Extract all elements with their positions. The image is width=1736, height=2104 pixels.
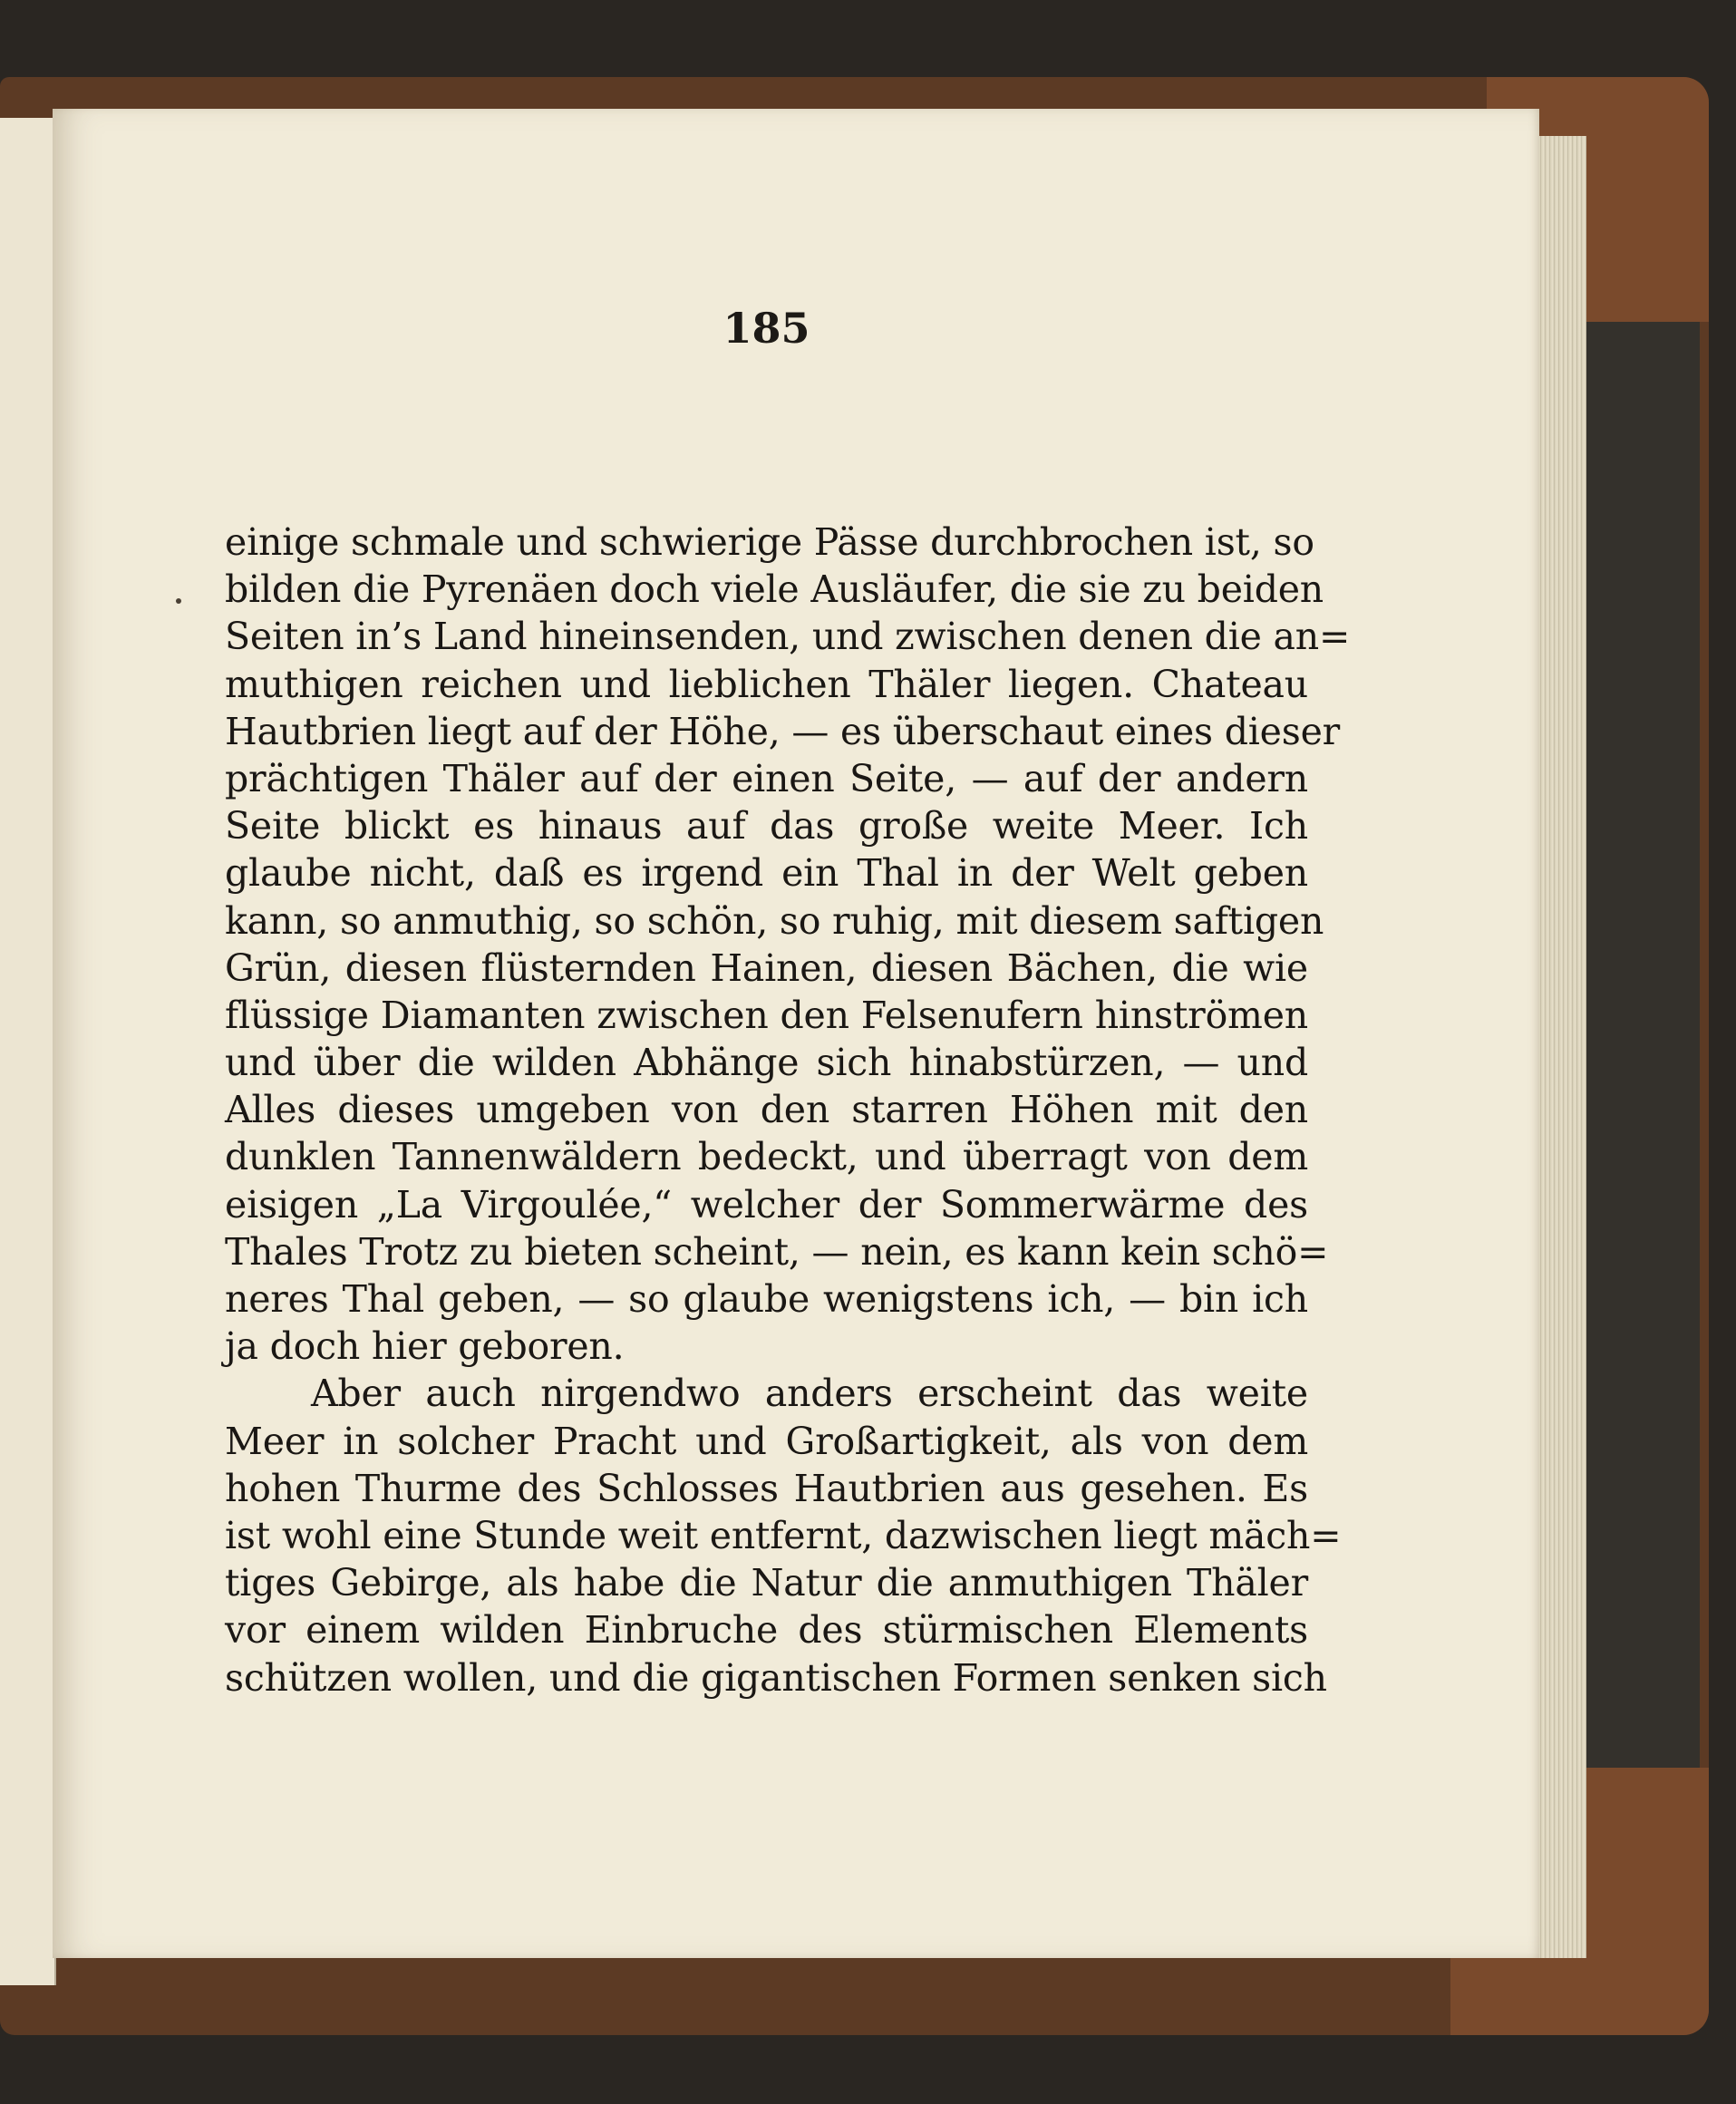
text-line: hohen Thurme des Schlosses Hautbrien aus gesehen. Es	[225, 1466, 1308, 1510]
text-line: neres Thal geben, — so glaube wenigstens ich, — bin ich	[225, 1277, 1308, 1321]
text-line: Hautbrien liegt auf der Höhe, — es überschaut eines dieser	[225, 709, 1341, 753]
text-line: muthigen reichen und lieblichen Thäler liegen. Chateau	[225, 662, 1308, 706]
ink-speck	[176, 598, 181, 604]
page-edges	[1532, 136, 1586, 1958]
text-line: prächtigen Thäler auf der einen Seite, — auf der andern	[225, 756, 1308, 800]
text-line: bilden die Pyrenäen doch viele Ausläufer, die sie zu beiden	[225, 567, 1324, 612]
text-line: und über die wilden Abhänge sich hinabstürzen, — und	[225, 1041, 1308, 1085]
text-line: Seite blickt es hinaus auf das große weite Meer. Ich	[225, 804, 1308, 848]
text-line: Grün, diesen flüsternden Hainen, diesen Bächen, die wie	[225, 945, 1308, 990]
text-line: Meer in solcher Pracht und Großartigkeit, als von dem	[225, 1419, 1308, 1463]
text-line: tiges Gebirge, als habe die Natur die anmuthigen Thäler	[225, 1561, 1308, 1605]
text-line: Thales Trotz zu bieten scheint, — nein, es kann kein schö=	[225, 1229, 1329, 1274]
text-line: eisigen „La Virgoulée,“ welcher der Sommerwärme des	[225, 1182, 1308, 1227]
page-number: 185	[723, 304, 810, 353]
text-line: dunklen Tannenwäldern bedeckt, und überragt von dem	[225, 1135, 1308, 1179]
text-line: ja doch hier geboren.	[225, 1324, 625, 1369]
text-line: Alles dieses umgeben von den starren Höhen mit den	[225, 1088, 1308, 1132]
text-line: Aber auch nirgendwo anders erscheint das weite	[311, 1372, 1308, 1416]
previous-page-edge	[0, 118, 56, 1985]
text-line: Seiten in’s Land hineinsenden, und zwischen denen die an=	[225, 615, 1351, 659]
page-text	[225, 519, 1351, 1702]
text-line: kann, so anmuthig, so schön, so ruhig, mit diesem saftigen	[225, 898, 1324, 943]
text-line: einige schmale und schwierige Pässe durchbrochen ist, so	[225, 520, 1314, 564]
text-line: schützen wollen, und die gigantischen Formen senken sich	[225, 1655, 1327, 1700]
text-line: vor einem wilden Einbruche des stürmischen Elements	[225, 1608, 1308, 1653]
text-line: ist wohl eine Stunde weit entfernt, dazwischen liegt mäch=	[225, 1513, 1342, 1557]
text-line: flüssige Diamanten zwischen den Felsenufern hinströmen	[225, 993, 1308, 1037]
book-page	[53, 109, 1539, 1958]
text-line: glaube nicht, daß es irgend ein Thal in der Welt geben	[225, 851, 1308, 896]
